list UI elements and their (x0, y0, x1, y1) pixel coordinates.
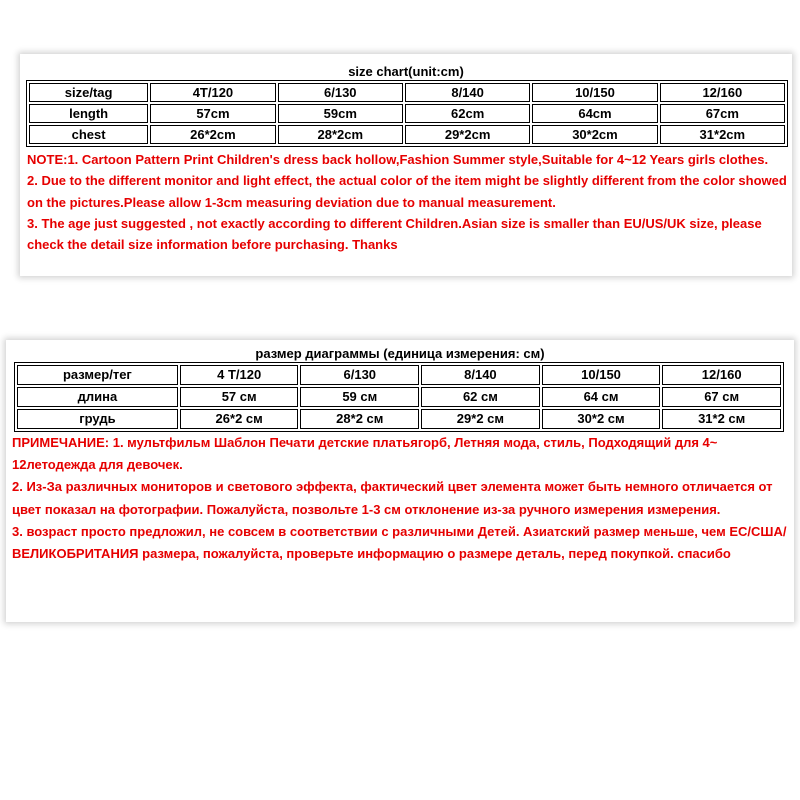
table-cell: 67 см (662, 387, 781, 407)
table-cell: 8/140 (421, 365, 540, 385)
note-paragraph: NOTE:1. Cartoon Pattern Print Children's dress back hollow,Fashion Summer style,Suitable for 4~12 Years girls clothes. (27, 152, 769, 167)
english-size-chart-panel (20, 54, 792, 276)
table-cell: 12/160 (660, 83, 785, 102)
table-cell: 4 T/120 (180, 365, 299, 385)
table-row (17, 365, 781, 385)
table-cell: 67cm (660, 104, 785, 123)
english-size-chart-title: size chart(unit:cm) (348, 64, 464, 79)
table-row (29, 125, 785, 144)
table-cell: 64 см (542, 387, 661, 407)
table-cell: 30*2 см (542, 409, 661, 429)
row-header-length: length (29, 104, 148, 123)
english-size-table (26, 80, 788, 147)
russian-size-chart-title: размер диаграммы (единица измерения: см) (255, 346, 545, 361)
table-cell: 30*2cm (532, 125, 657, 144)
table-row (17, 387, 781, 407)
row-header-chest: chest (29, 125, 148, 144)
note-paragraph: 3. возраст просто предложил, не совсем в соответствии с различными Детей. Азиатский размер меньше, чем ЕС/США/ВЕЛИКОБРИТАНИЯ размера, пожалуйста, проверьте информацию о размере деталь, перед покупкой. спасибо (12, 523, 787, 562)
row-header-length: длина (17, 387, 178, 407)
table-row (17, 409, 781, 429)
note-paragraph: 2. Из-За различных мониторов и светового эффекта, фактический цвет элемента может быть немного отличается от цвет показал на фотографии. Пожалуйста, позвольте 1-3 см отклонение из-за ручного измерения измерения. (12, 479, 773, 517)
table-cell: 4T/120 (150, 83, 275, 102)
table-cell: 29*2 см (421, 409, 540, 429)
note-paragraph: 2. Due to the different monitor and light effect, the actual color of the item might be slightly different from the color showed on the pictures.Please allow 1-3cm measuring deviation due to manual measurement. (27, 173, 787, 210)
table-cell: 28*2 см (300, 409, 419, 429)
table-cell: 8/140 (405, 83, 530, 102)
table-cell: 59 см (300, 387, 419, 407)
table-cell: 26*2cm (150, 125, 275, 144)
note-paragraph: ПРИМЕЧАНИЕ: 1. мультфильм Шаблон Печати детские платьягорб, Летняя мода, стиль, Подходящий для 4~ 12летодежда для девочек. (12, 435, 718, 473)
table-cell: 31*2cm (660, 125, 785, 144)
table-cell: 28*2cm (278, 125, 403, 144)
note-paragraph: 3. The age just suggested , not exactly according to different Children.Asian size is smaller than EU/US/UK size, please check the detail size information before purchasing. Thanks (27, 215, 762, 253)
russian-size-chart-panel (6, 340, 794, 622)
row-header-chest: грудь (17, 409, 178, 429)
row-header-size-tag: size/tag (29, 83, 148, 102)
table-cell: 10/150 (542, 365, 661, 385)
table-cell: 62 см (421, 387, 540, 407)
table-cell: 62cm (405, 104, 530, 123)
english-notes (27, 149, 787, 255)
table-cell: 57cm (150, 104, 275, 123)
table-row (29, 83, 785, 102)
table-cell: 31*2 см (662, 409, 781, 429)
table-cell: 64cm (532, 104, 657, 123)
russian-notes (12, 432, 790, 565)
table-cell: 12/160 (662, 365, 781, 385)
table-row (29, 104, 785, 123)
table-cell: 10/150 (532, 83, 657, 102)
table-cell: 29*2cm (405, 125, 530, 144)
table-cell: 6/130 (278, 83, 403, 102)
table-cell: 26*2 см (180, 409, 299, 429)
table-cell: 57 см (180, 387, 299, 407)
row-header-size-tag: размер/тег (17, 365, 178, 385)
table-cell: 59cm (278, 104, 403, 123)
russian-size-table (14, 362, 784, 432)
table-cell: 6/130 (300, 365, 419, 385)
